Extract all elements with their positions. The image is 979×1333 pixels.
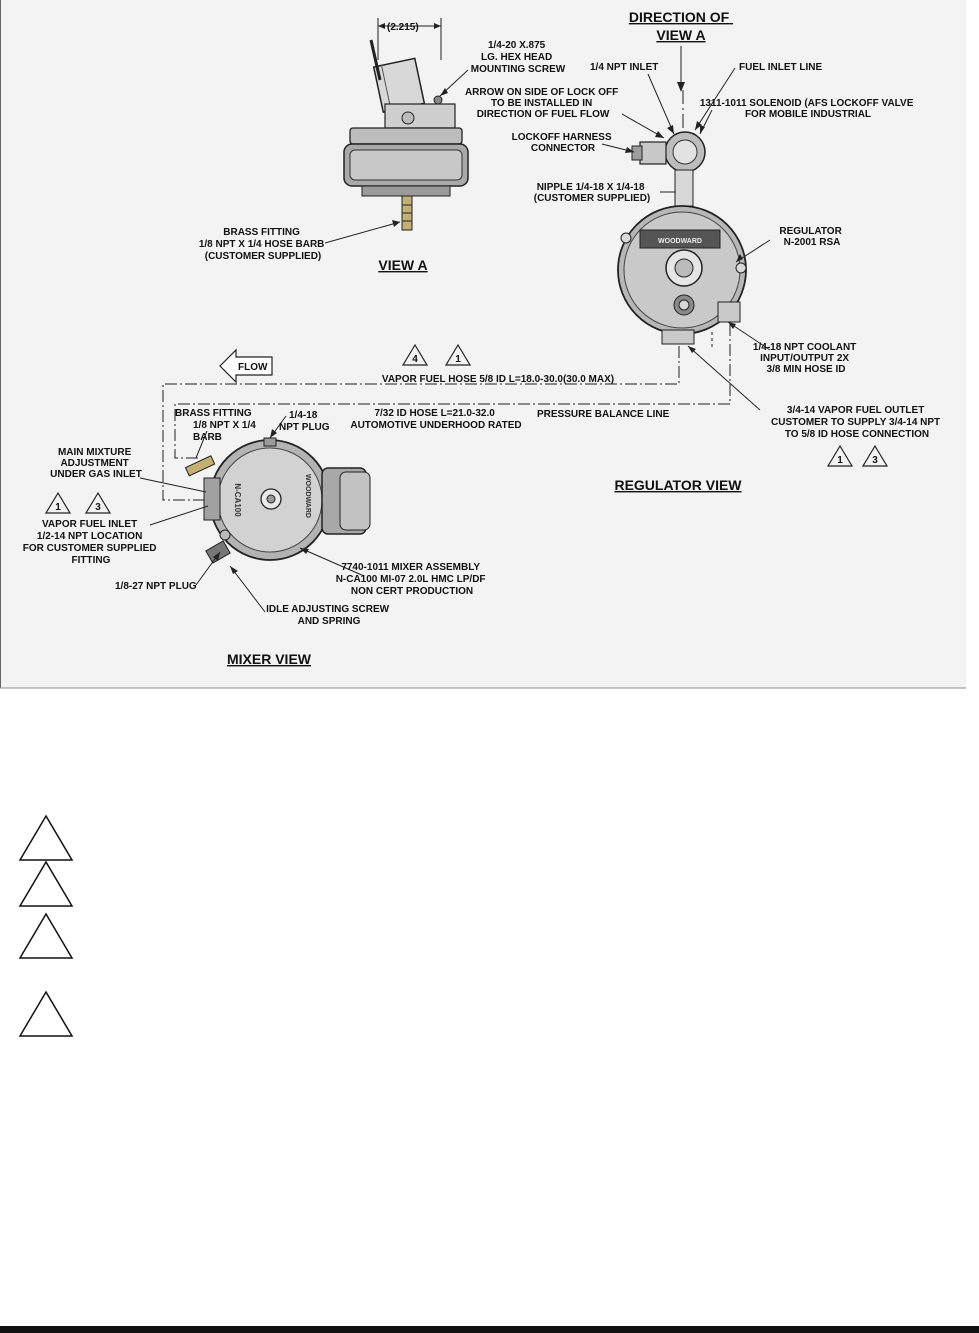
inlet-flag-3: 3: [95, 502, 101, 513]
note-triangle: [18, 860, 74, 910]
npt-plug-18-label: 1/8-27 NPT PLUG: [115, 581, 197, 592]
main-mixture-label: MAIN MIXTURE ADJUSTMENT UNDER GAS INLET: [50, 447, 142, 480]
vapor-hose-label: VAPOR FUEL HOSE 5/8 ID L=18.0-30.0(30.0 MAX): [381, 374, 615, 385]
nipple-label: NIPPLE 1/4-18 X 1/4-18 (CUSTOMER SUPPLIED): [533, 182, 651, 204]
mixer-assembly-label: 7740-1011 MIXER ASSEMBLY N-CA100 MI-07 2.0L HMC LP/DF NON CERT PRODUCTION: [335, 562, 486, 597]
note-triangle: [18, 990, 74, 1040]
hose-flag-4: 4: [412, 354, 418, 365]
pressure-balance-line-label: PRESSURE BALANCE LINE: [537, 409, 670, 420]
mixer-brand-text: WOODWARD: [304, 474, 311, 518]
solenoid-label: 1311-1011 SOLENOID (AFS LOCKOFF VALVE FOR MOBILE INDUSTRIAL: [699, 98, 914, 120]
mixer-plug-14-label: 1/4-18 NPT PLUG: [279, 410, 330, 433]
balance-hose-label: 7/32 ID HOSE L=21.0-32.0 AUTOMOTIVE UNDERHOOD RATED: [350, 408, 522, 431]
vapor-outlet-label: 3/4-14 VAPOR FUEL OUTLET CUSTOMER TO SUPPLY 3/4-14 NPT TO 5/8 ID HOSE CONNECTION: [771, 405, 941, 440]
regulator-view-title: REGULATOR VIEW: [614, 477, 742, 493]
note-triangle: [18, 814, 74, 864]
bottom-rule: [0, 1326, 979, 1333]
note-triangle: [18, 912, 74, 962]
outlet-flag-1: 1: [837, 455, 843, 466]
coolant-label: 1/4-18 NPT COOLANT INPUT/OUTPUT 2X 3/8 MIN HOSE ID: [752, 342, 857, 375]
lockoff-arrow-note: ARROW ON SIDE OF LOCK OFF TO BE INSTALLED IN DIRECTION OF FUEL FLOW: [464, 87, 619, 120]
view-a-dimension: (2.215): [387, 22, 419, 33]
view-a-brass-fitting-label: BRASS FITTING 1/8 NPT X 1/4 HOSE BARB (CUSTOMER SUPPLIED): [198, 227, 325, 262]
fuel-inlet-line-label: FUEL INLET LINE: [739, 62, 823, 73]
inlet-flag-1: 1: [55, 502, 61, 513]
view-a-screw-label: 1/4-20 X.875 LG. HEX HEAD MOUNTING SCREW: [470, 40, 566, 75]
flow-label: FLOW: [238, 362, 268, 373]
hose-flag-1: 1: [455, 354, 461, 365]
idle-screw-label: IDLE ADJUSTING SCREW AND SPRING: [266, 604, 390, 627]
regulator-brand-text: WOODWARD: [658, 238, 702, 245]
mixer-brass-fitting-label: BRASS FITTING 1/8 NPT X 1/4 BARB: [175, 408, 256, 443]
view-a-title: VIEW A: [378, 257, 428, 273]
mixer-view-title: MIXER VIEW: [226, 651, 312, 667]
outlet-flag-3: 3: [872, 455, 878, 466]
vapor-fuel-inlet-label: VAPOR FUEL INLET 1/2-14 NPT LOCATION FOR CUSTOMER SUPPLIED FITTING: [22, 519, 157, 566]
lockoff-harness-label: LOCKOFF HARNESS CONNECTOR: [511, 132, 612, 154]
mixer-body-text: N-CA100: [233, 483, 242, 517]
regulator-name-label: REGULATOR N-2001 RSA: [779, 226, 842, 248]
direction-of-view-label: DIRECTION OF VIEW A: [628, 9, 730, 43]
npt-inlet-label: 1/4 NPT INLET: [590, 62, 659, 73]
